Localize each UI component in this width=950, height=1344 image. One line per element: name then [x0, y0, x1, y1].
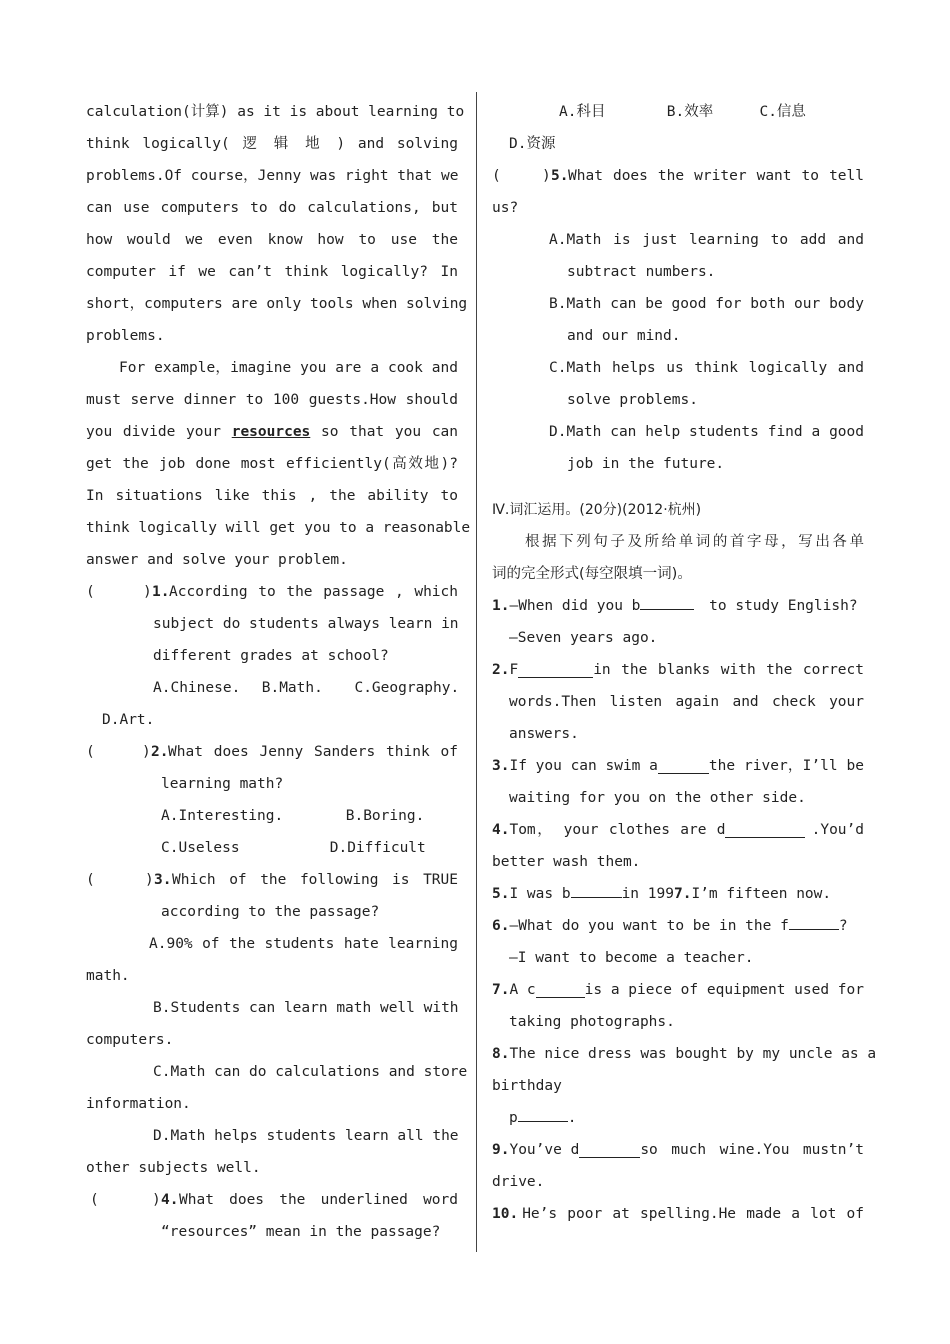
- option-d: D.资源: [509, 136, 556, 152]
- option-d: D.Art.: [102, 712, 155, 728]
- answer-bracket-close: ): [542, 168, 551, 184]
- item-text: words.Then listen again and check your: [509, 694, 864, 710]
- question-number: 3.: [154, 872, 172, 888]
- item-text: 7.: [673, 886, 692, 902]
- item-text: in 199: [621, 886, 674, 902]
- vocab-item-6: [492, 910, 864, 942]
- answer-blank[interactable]: [536, 983, 585, 998]
- text-span: so that you can: [321, 424, 459, 440]
- item-text: —What do you want to be in the f: [509, 918, 789, 934]
- question-text: What does Jenny Sanders think of: [168, 744, 458, 760]
- question-number: 1.: [152, 584, 170, 600]
- option-a: A.Chinese.: [153, 680, 241, 696]
- item-text: waiting for you on the other side.: [509, 790, 806, 806]
- section-title: Ⅳ.词汇运用。(20分)(2012·杭州): [492, 502, 702, 518]
- question-text: learning math?: [161, 776, 284, 792]
- option-c: C.信息: [759, 104, 806, 120]
- question-text: according to the passage?: [161, 904, 380, 920]
- option-a: A.科目: [559, 104, 606, 120]
- item-text: —I want to become a teacher.: [509, 950, 754, 966]
- option-c: C.Geography.: [354, 680, 460, 696]
- item-number: 6.: [492, 918, 510, 934]
- answer-bracket-close: ): [142, 744, 151, 760]
- passage-line: In situations like this , the ability to: [86, 488, 458, 504]
- option-a: A.Math is just learning to add and: [549, 232, 864, 248]
- passage-line: think logically( 逻 辑 地 ) and solving: [86, 136, 458, 152]
- option-a-cont: subtract numbers.: [567, 264, 716, 280]
- right-column: [492, 96, 877, 1230]
- question-5: [492, 160, 864, 192]
- item-text: is a piece of equipment used for: [584, 982, 864, 998]
- option-c: C.Math can do calculations and store: [153, 1064, 468, 1080]
- option-c-cont: information.: [86, 1096, 191, 1112]
- option-b-cont: computers.: [86, 1032, 174, 1048]
- passage-line: answer and solve your problem.: [86, 552, 348, 568]
- option-a: A.90% of the students hate learning: [149, 936, 458, 952]
- vocab-item-8: [492, 1038, 877, 1070]
- item-text: ?: [838, 918, 848, 934]
- option-b: B.Students can learn math well with: [153, 1000, 459, 1016]
- question-2: [86, 736, 458, 768]
- vocab-item-1: [492, 590, 864, 622]
- option-d-cont: job in the future.: [567, 456, 725, 472]
- answer-bracket-open: (: [86, 584, 95, 600]
- option-d: D.Math can help students find a good: [549, 424, 864, 440]
- item-text: A c: [509, 982, 536, 998]
- text-span: you divide your: [86, 424, 221, 440]
- answer-blank[interactable]: [579, 1143, 640, 1158]
- passage-line: think logically will get you to a reasonable: [86, 520, 471, 536]
- section-instructions: 根据下列句子及所给单词的首字母，写出各单: [525, 534, 864, 550]
- item-number: 1.: [492, 598, 510, 614]
- item-text: drive.: [492, 1174, 545, 1190]
- options-row: [86, 800, 458, 832]
- item-number: 4.: [492, 822, 510, 838]
- passage-line: get the job done most efficiently(高效地)?: [86, 456, 458, 472]
- question-3: [86, 864, 458, 896]
- item-text: I was b: [509, 886, 571, 902]
- item-number: 3.: [492, 758, 510, 774]
- item-text: .: [567, 1110, 577, 1126]
- underlined-word: resources: [231, 424, 311, 440]
- vocab-item-5: [492, 878, 864, 910]
- options-row: [492, 96, 864, 128]
- item-text: The nice dress was bought by my uncle as a: [509, 1046, 877, 1062]
- question-number: 5.: [551, 168, 569, 184]
- question-text: subject do students always learn in: [153, 616, 459, 632]
- item-number: 10.: [492, 1206, 519, 1222]
- options-row: [86, 832, 458, 864]
- item-text: so much wine.You mustn’t: [640, 1142, 864, 1158]
- option-d: D.Difficult: [329, 840, 426, 856]
- item-text: —Seven years ago.: [509, 630, 658, 646]
- option-a-cont: math.: [86, 968, 130, 984]
- question-text: different grades at school?: [153, 648, 389, 664]
- passage-line: For example，imagine you are a cook and: [119, 360, 458, 376]
- answer-bracket-close: ): [143, 584, 152, 600]
- item-text: answers.: [509, 726, 579, 742]
- question-text: “resources” mean in the passage?: [161, 1224, 441, 1240]
- item-text: birthday: [492, 1078, 562, 1094]
- passage-line: calculation(计算) as it is about learning to: [86, 104, 465, 120]
- question-1: [86, 576, 458, 608]
- passage-line: can use computers to do calculations, but: [86, 200, 458, 216]
- vocab-item-4: [492, 814, 864, 846]
- item-text: I’m fifteen now.: [691, 886, 832, 902]
- answer-blank[interactable]: [789, 915, 839, 930]
- item-text: —When did you b: [509, 598, 641, 614]
- answer-bracket-open: (: [90, 1192, 99, 1208]
- item-text: If you can swim a: [509, 758, 658, 774]
- item-number: 7.: [492, 982, 510, 998]
- option-c-cont: solve problems.: [567, 392, 698, 408]
- item-text: .You’d: [811, 822, 864, 838]
- answer-blank[interactable]: [725, 823, 805, 838]
- option-b: B.Boring.: [345, 808, 425, 824]
- item-text: Tom， your clothes are d: [509, 822, 726, 838]
- item-text: You’ve d: [509, 1142, 580, 1158]
- answer-bracket-open: (: [86, 744, 95, 760]
- item-text: F: [509, 662, 519, 678]
- option-b: B.Math can be good for both our body: [549, 296, 864, 312]
- item-number: 9.: [492, 1142, 510, 1158]
- passage-line: [86, 416, 458, 448]
- question-number: 4.: [161, 1192, 179, 1208]
- vocab-item-7: [492, 974, 864, 1006]
- left-column: [86, 96, 471, 1248]
- answer-blank[interactable]: [518, 663, 593, 678]
- passage-line: must serve dinner to 100 guests.How should: [86, 392, 458, 408]
- question-text: Which of the following is TRUE: [172, 872, 458, 888]
- vocab-item-3: [492, 750, 864, 782]
- passage-line: how would we even know how to use the: [86, 232, 458, 248]
- option-d: D.Math helps students learn all the: [153, 1128, 459, 1144]
- question-number: 2.: [151, 744, 169, 760]
- answer-blank[interactable]: [640, 595, 694, 610]
- item-text-line: [492, 1102, 864, 1134]
- answer-bracket-open: (: [86, 872, 95, 888]
- option-b: B.Math.: [261, 680, 323, 696]
- answer-bracket-close: ): [145, 872, 154, 888]
- vocab-item-2: [492, 654, 864, 686]
- vocab-item-9: [492, 1134, 864, 1166]
- answer-blank[interactable]: [658, 759, 709, 774]
- answer-blank[interactable]: [518, 1107, 568, 1122]
- answer-blank[interactable]: [571, 883, 622, 898]
- question-4: [86, 1184, 458, 1216]
- passage-line: problems.: [86, 328, 165, 344]
- question-text: What does the writer want to tell: [568, 168, 864, 184]
- column-divider: [476, 92, 477, 1252]
- item-text: He’s poor at spelling.He made a lot of: [522, 1206, 864, 1222]
- item-text: to study English?: [709, 598, 858, 614]
- question-text: According to the passage , which: [169, 584, 458, 600]
- vocab-item-10: [492, 1198, 864, 1230]
- option-c: C.Useless: [161, 840, 240, 856]
- passage-line: computer if we can’t think logically? In: [86, 264, 458, 280]
- option-b: B.效率: [666, 104, 714, 120]
- option-a: A.Interesting.: [161, 808, 284, 824]
- options-row: [86, 672, 458, 704]
- answer-bracket-open: (: [492, 168, 501, 184]
- item-text: in the blanks with the correct: [593, 662, 864, 678]
- option-c: C.Math helps us think logically and: [549, 360, 864, 376]
- item-text: taking photographs.: [509, 1014, 675, 1030]
- item-number: 5.: [492, 886, 510, 902]
- answer-bracket-close: ): [152, 1192, 161, 1208]
- item-number: 8.: [492, 1046, 510, 1062]
- item-number: 2.: [492, 662, 510, 678]
- section-instructions: 词的完全形式(每空限填一词)。: [492, 566, 692, 582]
- option-b-cont: and our mind.: [567, 328, 681, 344]
- passage-line: short，computers are only tools when solving: [86, 296, 468, 312]
- item-text: the river，I’ll be: [708, 758, 864, 774]
- item-text: better wash them.: [492, 854, 641, 870]
- item-text: p: [509, 1110, 518, 1126]
- passage-line: problems.Of course，Jenny was right that we: [86, 168, 459, 184]
- option-d-cont: other subjects well.: [86, 1160, 261, 1176]
- question-text: us?: [492, 200, 519, 216]
- question-text: What does the underlined word: [179, 1192, 458, 1208]
